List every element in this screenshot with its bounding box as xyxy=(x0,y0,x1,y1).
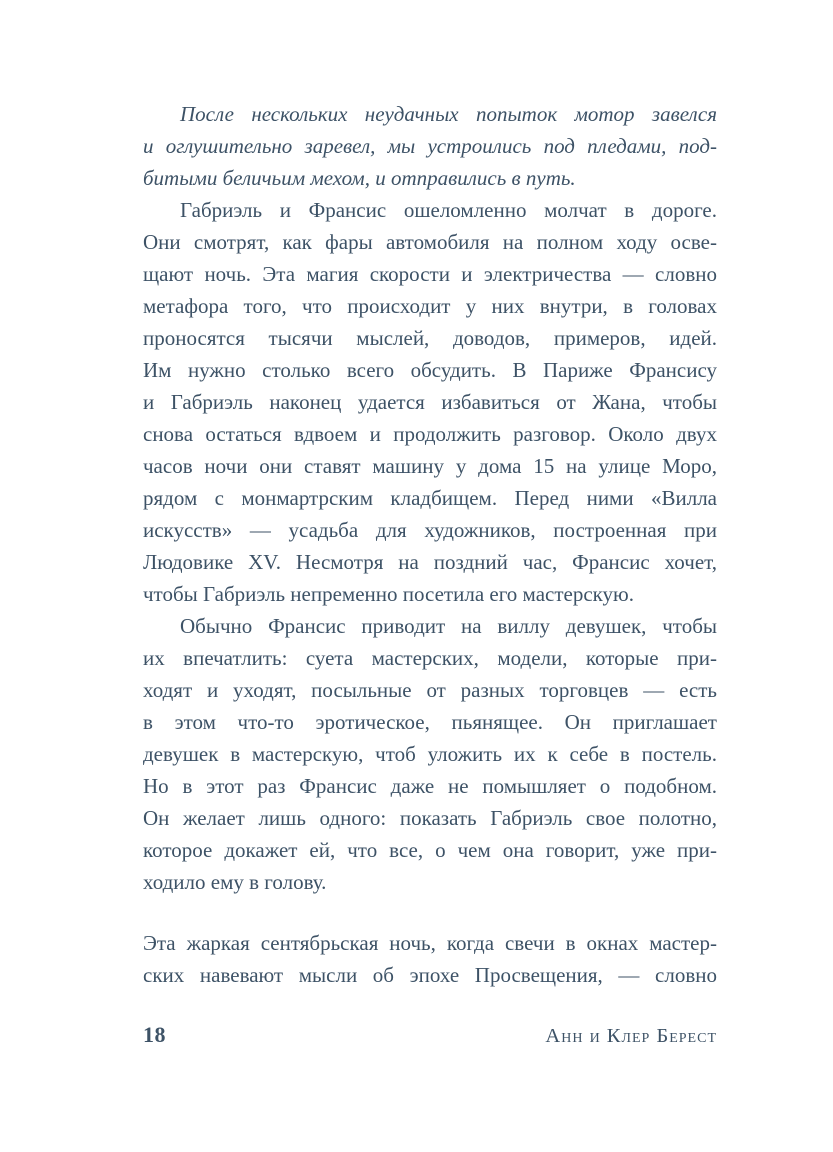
text-line: метафора того, что происходит у них внутри, в головах xyxy=(143,294,717,318)
text-line: щают ночь. Эта магия скорости и электричества — словно xyxy=(143,262,717,286)
text-line: Эта жаркая сентябрьская ночь, когда свечи в окнах мастер- xyxy=(143,931,717,955)
text-line: ходило ему в голову. xyxy=(143,870,327,894)
text-line: Но в этот раз Франсис даже не помышляет о подобном. xyxy=(143,774,717,798)
page-number: 18 xyxy=(143,1022,166,1047)
text-line: После нескольких неудачных попыток мотор завелся xyxy=(180,102,717,126)
text-line: их впечатлить: суета мастерских, модели, которые при- xyxy=(143,646,717,670)
text-line: искусств» — усадьба для художников, построенная при xyxy=(143,518,717,542)
text-line: чтобы Габриэль непременно посетила его мастерскую. xyxy=(143,582,634,606)
text-line: и оглушительно заревел, мы устроились под пледами, под- xyxy=(143,134,717,158)
text-line: рядом с монмартрским кладбищем. Перед ними «Вилла xyxy=(143,486,717,510)
text-line: Он желает лишь одного: показать Габриэль свое полотно, xyxy=(143,806,717,830)
text-line: битыми беличьим мехом, и отправились в путь. xyxy=(143,166,576,190)
page-text xyxy=(143,98,717,991)
running-title: Анн и Клер Берест xyxy=(545,1025,717,1047)
text-line: Они смотрят, как фары автомобиля на полном ходу осве- xyxy=(143,230,717,254)
text-line: ских навевают мысли об эпохе Просвещения, — словно xyxy=(143,963,717,987)
text-line: в этом что-то эротическое, пьянящее. Он приглашает xyxy=(143,710,717,734)
paragraph xyxy=(143,927,717,991)
paragraph xyxy=(143,98,717,194)
text-line: проносятся тысячи мыслей, доводов, примеров, идей. xyxy=(143,326,717,350)
text-line: Людовике XV. Несмотря на поздний час, Франсис хочет, xyxy=(143,550,717,574)
text-line: Им нужно столько всего обсудить. В Париже Франсису xyxy=(143,358,717,382)
text-line: снова остаться вдвоем и продолжить разговор. Около двух xyxy=(143,422,717,446)
text-line: Обычно Франсис приводит на виллу девушек, чтобы xyxy=(180,614,717,638)
text-line: которое докажет ей, что все, о чем она говорит, уже при- xyxy=(143,838,717,862)
text-line: и Габриэль наконец удается избавиться от Жана, чтобы xyxy=(143,390,717,414)
text-line: Габриэль и Франсис ошеломленно молчат в дороге. xyxy=(180,198,717,222)
paragraph xyxy=(143,194,717,610)
paragraph xyxy=(143,610,717,898)
text-line: девушек в мастерскую, чтоб уложить их к себе в постель. xyxy=(143,742,717,766)
text-line: ходят и уходят, посыльные от разных торговцев — есть xyxy=(143,678,717,702)
page-footer xyxy=(143,1022,717,1048)
text-line: часов ночи они ставят машину у дома 15 на улице Моро, xyxy=(143,454,717,478)
